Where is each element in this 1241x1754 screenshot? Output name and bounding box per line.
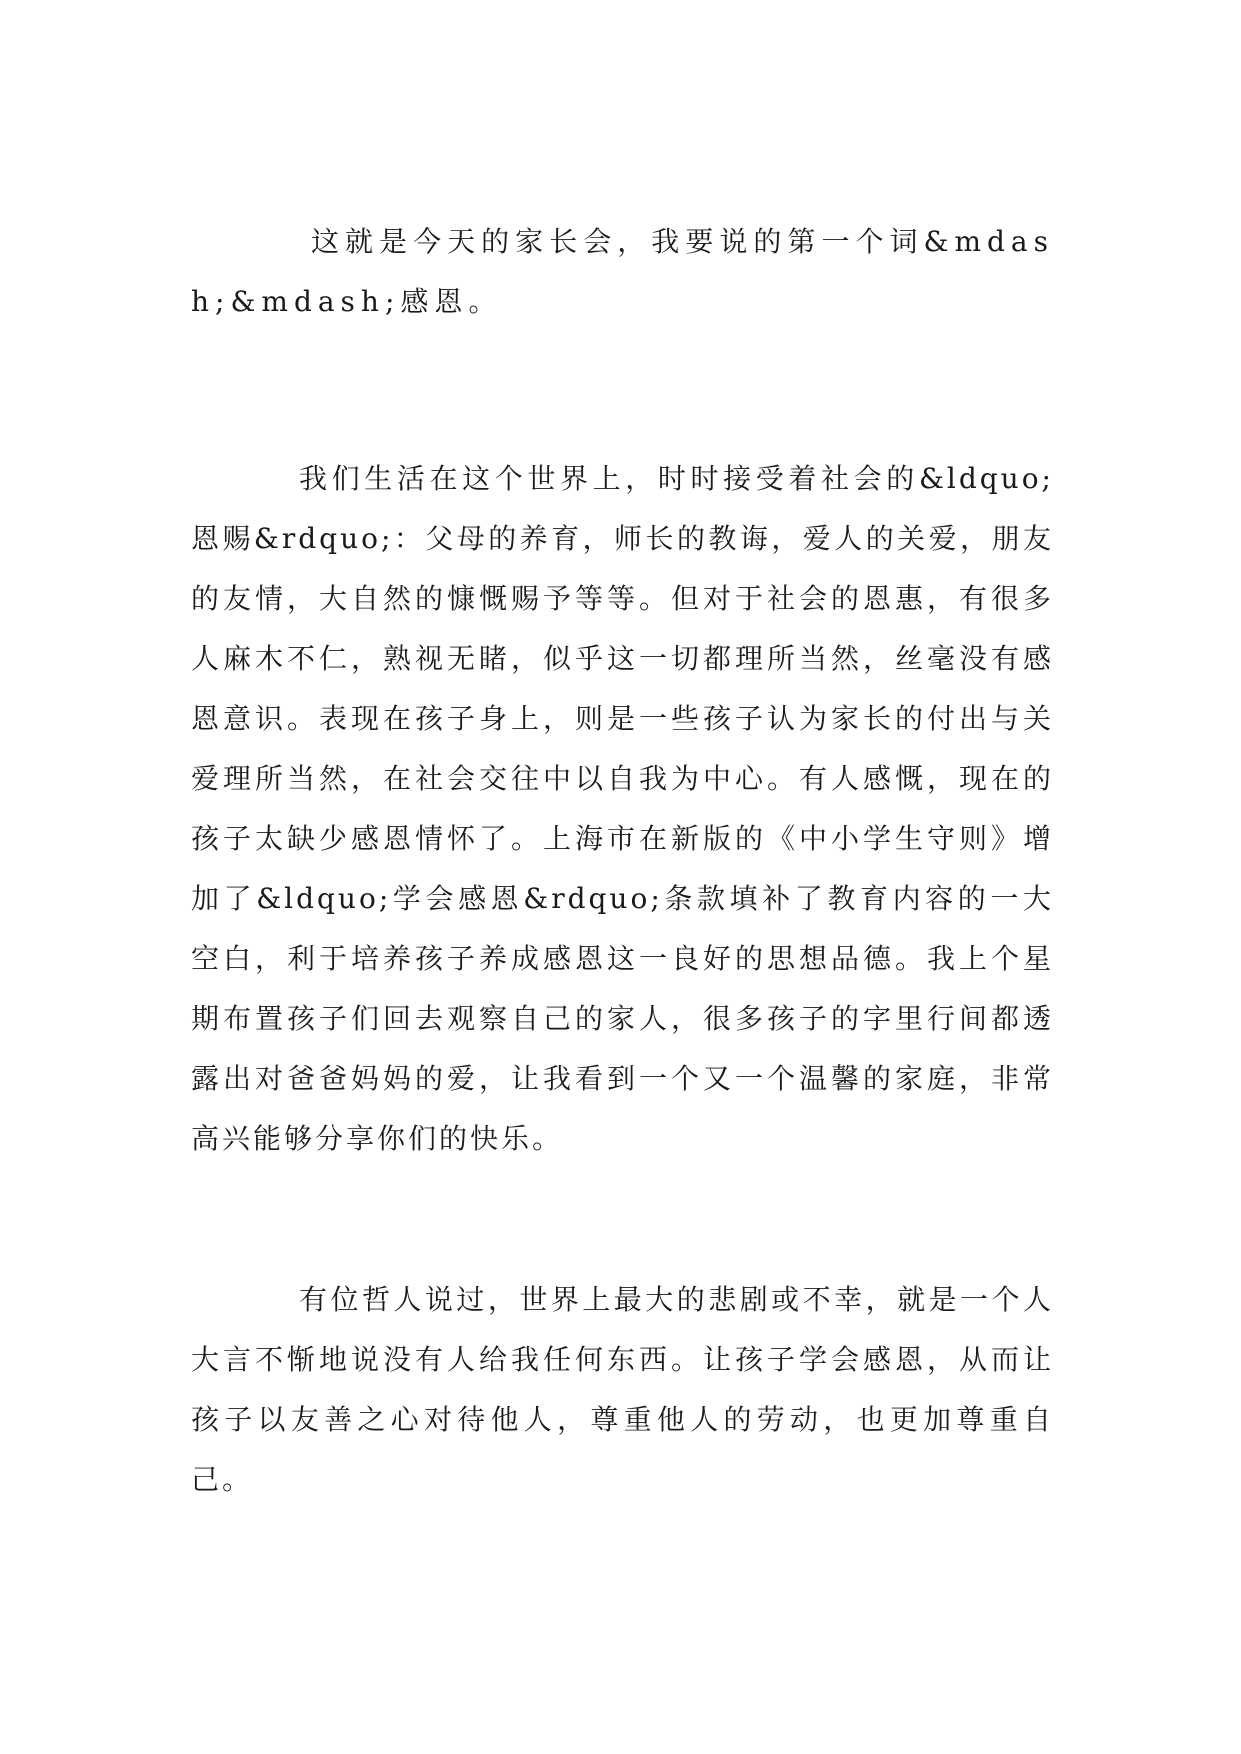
paragraph-philosopher: 有位哲人说过，世界上最大的悲剧或不幸，就是一个人大言不惭地说没有人给我任何东西。让孩子学会感恩，从而让孩子以友善之心对待他人，尊重他人的劳动，也更加尊重自己。 — [191, 1283, 1054, 1496]
paragraph-gratitude: 我们生活在这个世界上，时时接受着社会的&ldquo;恩赐&rdquo;：父母的养育，师长的教诲，爱人的关爱，朋友的友情，大自然的慷慨赐予等等。但对于社会的恩惠，有很多人麻木不仁，熟视无睹，似乎这一切都理所当然，丝毫没有感恩意识。表现在孩子身上，则是一些孩子认为家长的付出与关爱理所当然，在社会交往中以自我为中心。有人感慨，现在的孩子太缺少感恩情怀了。上海市在新版的《中小学生守则》增加了&ldquo;学会感恩&rdquo;条款填补了教育内容的一大空白，利于培养孩子养成感恩这一良好的思想品德。我上个星期布置孩子们回去观察自己的家人，很多孩子的字里行间都透露出对爸爸妈妈的爱，让我看到一个又一个温馨的家庭，非常高兴能够分享你们的快乐。 — [191, 462, 1054, 1155]
paragraph-intro: 这就是今天的家长会，我要说的第一个词&mdash;&mdash;感恩。 — [191, 225, 1054, 318]
